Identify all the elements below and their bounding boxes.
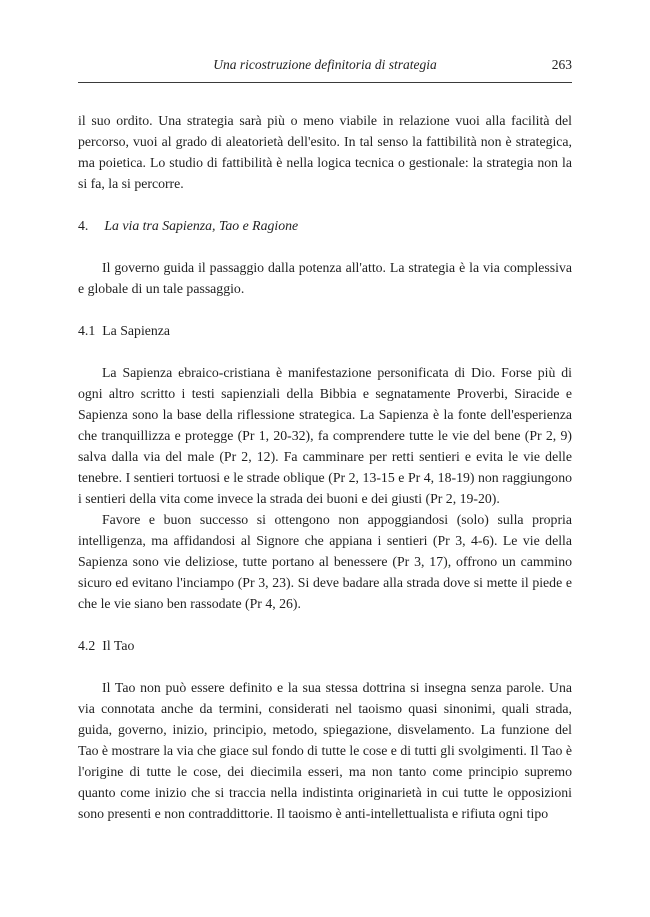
subsection-heading-41 (78, 320, 572, 341)
section-number: 4. (78, 218, 89, 233)
running-header (78, 56, 572, 83)
subsection-title-41: La Sapienza (102, 323, 171, 338)
page-number: 263 (551, 57, 572, 72)
subsection-heading-42 (78, 635, 572, 656)
subsection-number-41: 4.1 (78, 323, 96, 338)
paragraph-governo: Il governo guida il passaggio dalla potenza all'atto. La strategia è la via complessiva e globale di un tale passaggio. (78, 260, 572, 296)
subsection-number-42: 4.2 (78, 638, 96, 653)
paragraph-intro: il suo ordito. Una strategia sarà più o meno viabile in relazione vuoi alla facilità del percorso, vuoi al grado di aleatorietà dell'esito. In tal senso la fattibilità non è strategica, ma poietica. Lo studio di fattibilità è nella logica tecnica o gestionale: la strategia non la si fa, la si percorre. (78, 113, 572, 191)
running-title: Una ricostruzione definitoria di strategia (213, 57, 437, 72)
paragraph-sapienza: La Sapienza ebraico-cristiana è manifestazione personificata di Dio. Forse più di ogni altro scritto i testi sapienziali della Bibbia e segnatamente Proverbi, Siracide e Sapienza sono la base della riflessione strategica. La Sapienza è la fonte dell'esperienza che tranquillizza e protegge (Pr 1, 20-32), fa comprendere tutte le vie del bene (Pr 2, 9) salva dalla via del male (Pr 2, 12). Fa camminare per retti sentieri e evita le vie delle tenebre. I sentieri tortuosi e le strade oblique (Pr 2, 13-15 e Pr 4, 18-19) non raggiungono i sentieri della vita come invece la strada dei buoni e dei giusti (Pr 2, 19-20). (78, 365, 572, 506)
paragraph-favore: Favore e buon successo si ottengono non appoggiandosi (solo) sulla propria intelligenza, ma affidandosi al Signore che appiana i sentieri (Pr 3, 4-6). Le vie della Sapienza sono vie deliziose, tutte portano al benessere (Pr 3, 17), offrono un cammino sicuro ed evitano l'inciampo (Pr 3, 23). Si deve badare alla strada dove si mette il piede e che le vie siano ben rassodate (Pr 4, 26). (78, 512, 572, 611)
text-block (78, 56, 572, 824)
section-heading-4 (78, 215, 572, 236)
section-title: La via tra Sapienza, Tao e Ragione (104, 218, 299, 233)
subsection-title-42: Il Tao (102, 638, 135, 653)
page-body (78, 110, 572, 824)
paragraph-tao: Il Tao non può essere definito e la sua stessa dottrina si insegna senza parole. Una via connotata anche da termini, considerati nel taoismo quasi sinonimi, quali strada, guida, governo, inizio, principio, metodo, spiegazione, disvelamento. La funzione del Tao è mostrare la via che giace sul fondo di tutte le cose e di tutti gli svolgimenti. Il Tao è l'origine di tutte le cose, dei diecimila esseri, ma non tanto come principio supremo quanto come inizio che si traccia nella indistinta originarietà in cui tutte le opposizioni sono presenti e non contraddittorie. Il taoismo è anti-intellettualista e rifiuta ogni tipo (78, 680, 572, 821)
